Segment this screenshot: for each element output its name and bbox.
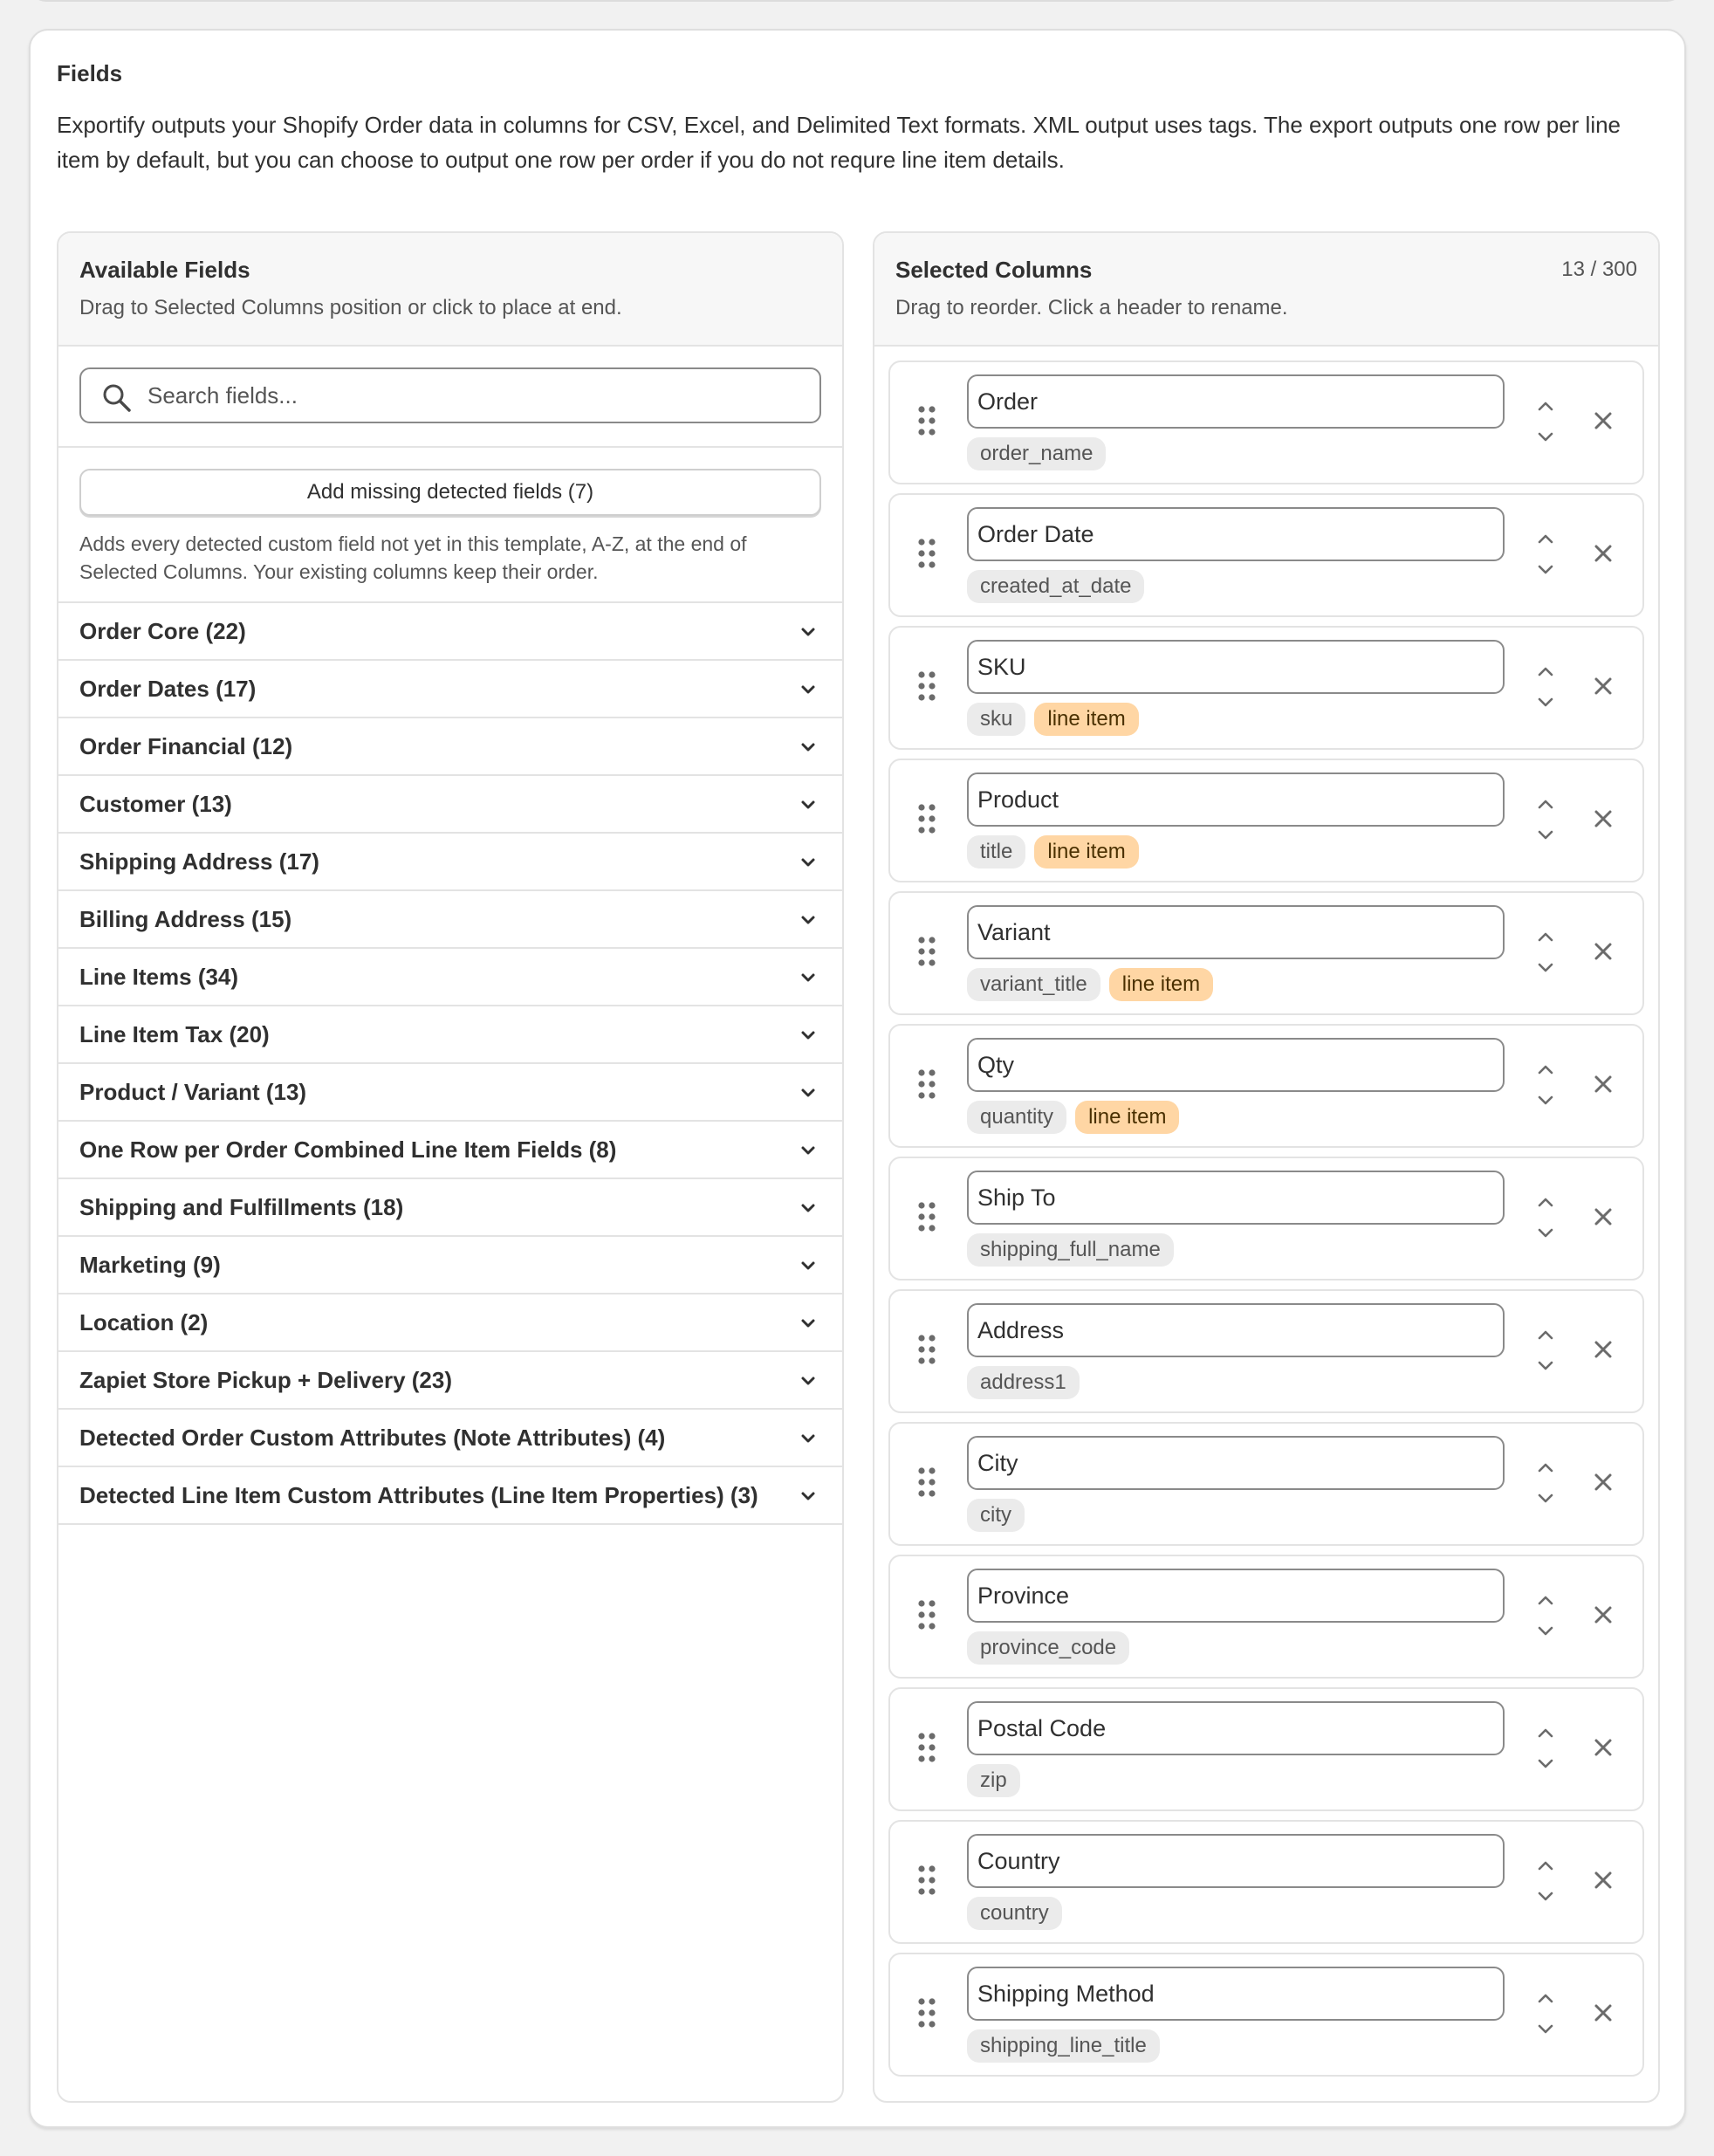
field-group-label: Location (2) [79,1309,209,1335]
search-input[interactable] [147,378,793,413]
selected-columns-subtitle: Drag to reorder. Click a header to rename. [895,296,1288,319]
drag-handle-icon[interactable] [916,1996,937,2029]
field-group-label: Billing Address (15) [79,906,292,932]
field-key-tag: address1 [967,1366,1080,1399]
field-group-row[interactable] [58,1294,842,1352]
drag-handle-icon[interactable] [916,404,937,437]
column-tags [967,968,1213,1001]
field-group-row[interactable] [58,776,842,834]
selected-column-item[interactable] [888,626,1644,750]
line-item-badge: line item [1075,1101,1179,1134]
field-group-row[interactable] [58,949,842,1006]
chevron-down-icon [800,624,816,640]
field-group-label: Customer (13) [79,791,232,817]
search-box[interactable] [79,367,821,423]
column-header-input[interactable] [967,1834,1505,1888]
drag-handle-icon[interactable] [916,1864,937,1897]
field-key-tag: shipping_full_name [967,1233,1174,1267]
field-key-tag: sku [967,703,1025,736]
detect-section [58,448,842,603]
selected-columns-count: 13 / 300 [1561,257,1637,281]
close-icon[interactable] [1594,1207,1613,1226]
field-group-row[interactable] [58,1352,842,1410]
column-tags [967,1764,1020,1797]
chevron-up-down-icon[interactable] [1536,530,1555,579]
chevron-down-icon [800,855,816,870]
field-group-row[interactable] [58,603,842,661]
detect-note: Adds every detected custom field not yet in this template, A-Z, at the end of Selected Columns. Your existing columns keep their order. [79,532,747,583]
column-tags [967,1101,1179,1134]
close-icon[interactable] [1594,1340,1613,1359]
field-group-row[interactable] [58,1237,842,1294]
selected-column-item[interactable] [888,1687,1644,1811]
selected-columns-list [888,360,1644,2085]
column-tags [967,570,1144,603]
selected-column-item[interactable] [888,891,1644,1015]
chevron-up-down-icon[interactable] [1536,795,1555,844]
column-header-input[interactable] [967,507,1505,561]
column-tags [967,437,1106,470]
close-icon[interactable] [1594,809,1613,828]
drag-handle-icon[interactable] [916,935,937,968]
chevron-down-icon [800,1315,816,1331]
close-icon[interactable] [1594,1871,1613,1890]
chevron-down-icon [800,1085,816,1101]
field-group-row[interactable] [58,661,842,718]
available-fields-panel [57,231,844,2103]
field-key-tag: order_name [967,437,1106,470]
field-group-label: Detected Line Item Custom Attributes (Line Item Properties) (3) [79,1482,758,1508]
field-group-label: Order Dates (17) [79,676,257,702]
column-header-input[interactable] [967,772,1505,827]
column-header-input[interactable] [967,1436,1505,1490]
column-header-input[interactable] [967,374,1505,429]
card-description: Exportify outputs your Shopify Order data in columns for CSV, Excel, and Delimited Text formats. XML output uses tags. The export outputs one row per line item by default, but you can choose to output one row per order if you do not requre line item details. [57,112,1621,173]
field-group-row[interactable] [58,1122,842,1179]
column-header-input[interactable] [967,1303,1505,1357]
chevron-down-icon [800,1431,816,1446]
column-header-input[interactable] [967,1171,1505,1225]
field-key-tag: created_at_date [967,570,1144,603]
drag-handle-icon[interactable] [916,1598,937,1631]
chevron-down-icon [800,739,816,755]
drag-handle-icon[interactable] [916,669,937,703]
field-key-tag: city [967,1499,1025,1532]
field-group-label: Product / Variant (13) [79,1079,307,1105]
field-group-row[interactable] [58,891,842,949]
field-group-label: Zapiet Store Pickup + Delivery (23) [79,1367,452,1393]
field-group-label: Detected Order Custom Attributes (Note Attributes) (4) [79,1425,666,1451]
chevron-up-down-icon[interactable] [1536,1724,1555,1773]
field-key-tag: title [967,835,1025,869]
chevron-up-down-icon[interactable] [1536,1061,1555,1109]
selected-column-item[interactable] [888,1157,1644,1281]
selected-column-item[interactable] [888,1422,1644,1546]
selected-column-item[interactable] [888,1820,1644,1944]
close-icon[interactable] [1594,942,1613,961]
field-group-row[interactable] [58,1064,842,1122]
selected-column-item[interactable] [888,1555,1644,1679]
column-header-input[interactable] [967,1569,1505,1623]
line-item-badge: line item [1034,703,1138,736]
column-tags [967,1631,1129,1665]
card-title: Fields [57,60,123,86]
field-group-label: Order Core (22) [79,618,246,644]
column-header-input[interactable] [967,905,1505,959]
drag-handle-icon[interactable] [916,1466,937,1499]
close-icon[interactable] [1594,544,1613,563]
drag-handle-icon[interactable] [916,1731,937,1764]
drag-handle-icon[interactable] [916,537,937,570]
drag-handle-icon[interactable] [916,802,937,835]
column-header-input[interactable] [967,1701,1505,1755]
chevron-up-down-icon[interactable] [1536,1459,1555,1507]
chevron-down-icon [800,912,816,928]
close-icon[interactable] [1594,1605,1613,1624]
close-icon[interactable] [1594,411,1613,430]
column-tags [967,703,1139,736]
drag-handle-icon[interactable] [916,1333,937,1366]
chevron-down-icon [800,970,816,985]
column-header-input[interactable] [967,1967,1505,2021]
selected-columns-header [874,233,1658,347]
chevron-up-down-icon[interactable] [1536,1857,1555,1905]
chevron-up-down-icon[interactable] [1536,1989,1555,2038]
chevron-up-down-icon[interactable] [1536,1591,1555,1640]
available-fields-subtitle: Drag to Selected Columns position or click to place at end. [79,296,622,319]
chevron-down-icon [800,682,816,697]
column-tags [967,835,1139,869]
field-key-tag: province_code [967,1631,1129,1665]
available-fields-title: Available Fields [79,257,250,283]
field-group-label: Marketing (9) [79,1252,221,1278]
column-header-input[interactable] [967,1038,1505,1092]
fields-card [29,29,1686,2128]
chevron-down-icon [800,1027,816,1043]
field-key-tag: zip [967,1764,1020,1797]
selected-columns-panel [873,231,1660,2103]
chevron-up-down-icon[interactable] [1536,928,1555,977]
search-icon [102,383,132,413]
previous-card-edge [29,0,1684,2]
chevron-up-down-icon[interactable] [1536,663,1555,711]
close-icon[interactable] [1594,1473,1613,1492]
column-tags [967,1499,1025,1532]
chevron-down-icon [800,1258,816,1274]
selected-column-item[interactable] [888,493,1644,617]
chevron-up-down-icon[interactable] [1536,397,1555,446]
chevron-down-icon [800,1373,816,1389]
chevron-down-icon [800,1200,816,1216]
selected-column-item[interactable] [888,759,1644,882]
column-tags [967,2029,1160,2063]
selected-column-item[interactable] [888,1024,1644,1148]
chevron-down-icon [800,1143,816,1158]
search-section [58,347,842,448]
field-group-label: One Row per Order Combined Line Item Fields (8) [79,1136,617,1163]
field-key-tag: shipping_line_title [967,2029,1160,2063]
column-tags [967,1897,1062,1930]
chevron-down-icon [800,797,816,813]
selected-column-item[interactable] [888,1953,1644,2077]
field-groups-list [58,603,842,1525]
field-group-row[interactable] [58,1467,842,1525]
chevron-up-down-icon[interactable] [1536,1193,1555,1242]
field-group-row[interactable] [58,1410,842,1467]
field-group-label: Line Item Tax (20) [79,1021,270,1047]
field-group-row[interactable] [58,1179,842,1237]
field-group-label: Shipping Address (17) [79,848,319,875]
add-missing-detected-fields-button[interactable]: Add missing detected fields (7) [79,469,821,516]
close-icon[interactable] [1594,2003,1613,2022]
field-group-label: Order Financial (12) [79,733,293,759]
close-icon[interactable] [1594,676,1613,696]
field-group-row[interactable] [58,834,842,891]
field-group-row[interactable] [58,1006,842,1064]
drag-handle-icon[interactable] [916,1200,937,1233]
field-key-tag: quantity [967,1101,1066,1134]
column-tags [967,1233,1174,1267]
chevron-down-icon [800,1488,816,1504]
field-group-label: Shipping and Fulfillments (18) [79,1194,404,1220]
close-icon[interactable] [1594,1738,1613,1757]
column-tags [967,1366,1080,1399]
chevron-up-down-icon[interactable] [1536,1326,1555,1375]
field-group-label: Line Items (34) [79,964,239,990]
available-fields-header [58,233,842,347]
field-key-tag: variant_title [967,968,1100,1001]
column-header-input[interactable] [967,640,1505,694]
field-key-tag: country [967,1897,1062,1930]
line-item-badge: line item [1109,968,1213,1001]
field-group-row[interactable] [58,718,842,776]
selected-column-item[interactable] [888,360,1644,484]
drag-handle-icon[interactable] [916,1068,937,1101]
line-item-badge: line item [1034,835,1138,869]
selected-column-item[interactable] [888,1289,1644,1413]
close-icon[interactable] [1594,1075,1613,1094]
selected-columns-title: Selected Columns [895,257,1093,283]
